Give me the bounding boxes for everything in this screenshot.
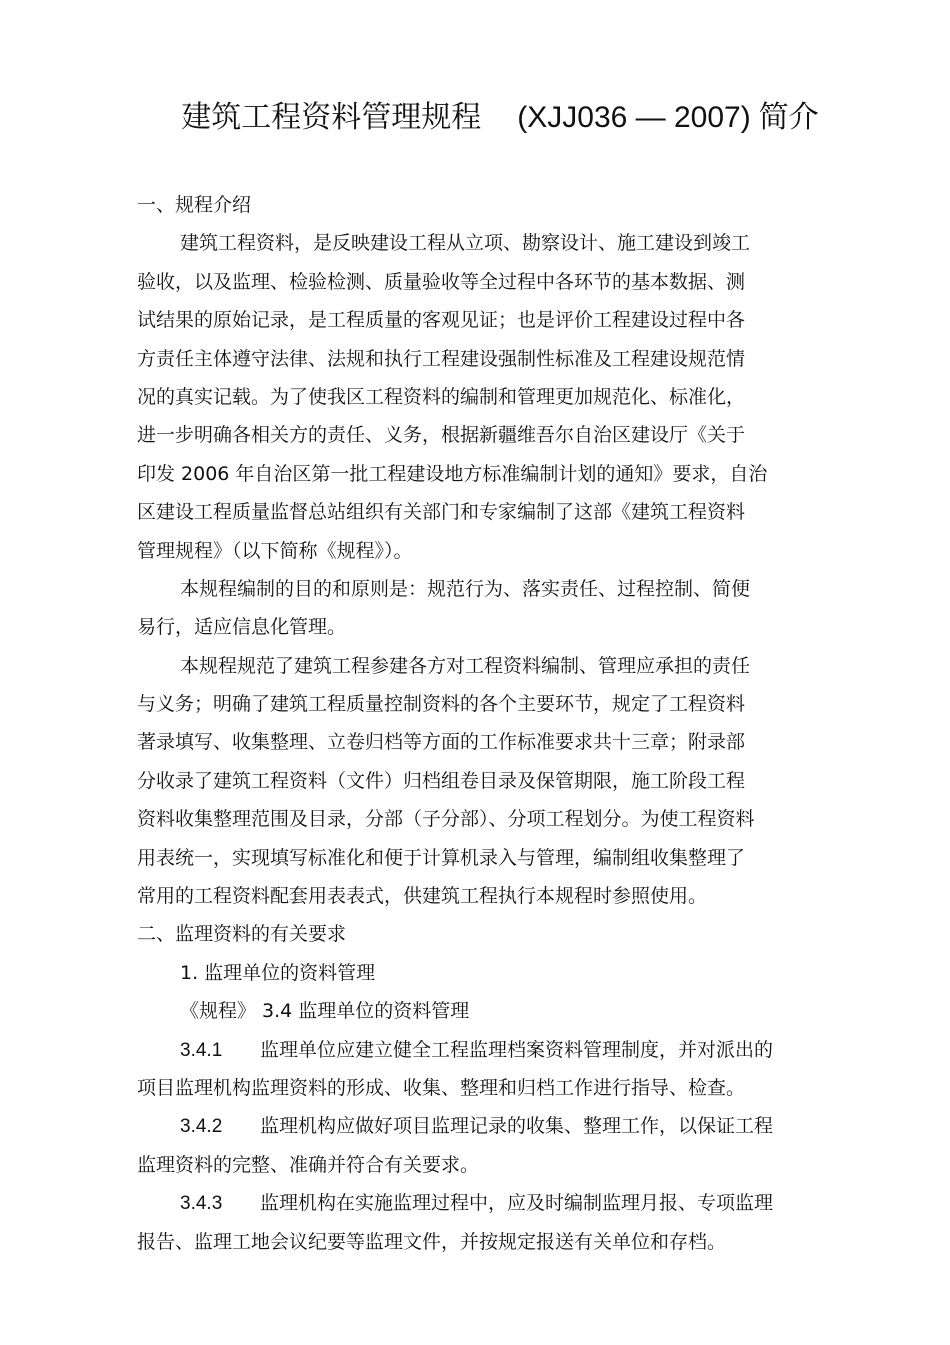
paragraph-line: 区建设工程质量监督总站组织有关部门和专家编制了这部《建筑工程资料	[137, 501, 746, 524]
subsection-heading: 1. 监理单位的资料管理	[180, 961, 376, 984]
clause-text: 监理机构应做好项目监理记录的收集、整理工作，以保证工程	[260, 1115, 774, 1138]
paragraph-line: 易行，适应信息化管理。	[137, 616, 347, 639]
document-body	[137, 186, 843, 1261]
paragraph-line: 报告、监理工地会议纪要等监理文件，并按规定报送有关单位和存档。	[137, 1230, 727, 1253]
paragraph-line: 常用的工程资料配套用表表式，供建筑工程执行本规程时参照使用。	[137, 885, 708, 908]
clause-3-4-1-line	[137, 1031, 843, 1069]
clause-number: 3.4.3	[180, 1193, 223, 1215]
paragraph-line: 进一步明确各相关方的责任、义务，根据新疆维吾尔自治区建设厅《关于	[137, 424, 746, 447]
paragraph-line: 建筑工程资料，是反映建设工程从立项、勘察设计、施工建设到竣工	[180, 232, 751, 255]
clause-3-4-2-line	[137, 1107, 843, 1145]
paragraph-line: 验收，以及监理、检验检测、质量验收等全过程中各环节的基本数据、测	[137, 270, 746, 293]
paragraph-line: 著录填写、收集整理、立卷归档等方面的工作标准要求共十三章；附录部	[137, 731, 746, 754]
paragraph-line: 用表统一，实现填写标准化和便于计算机录入与管理，编制组收集整理了	[137, 846, 746, 869]
paragraph-line: 本规程规范了建筑工程参建各方对工程资料编制、管理应承担的责任	[180, 654, 751, 677]
section-heading-1: 一、规程介绍	[137, 194, 252, 216]
paragraph-line: 本规程编制的目的和原则是：规范行为、落实责任、过程控制、简便	[180, 577, 751, 600]
section-heading-2: 二、监理资料的有关要求	[137, 923, 347, 946]
clause-number: 3.4.1	[180, 1039, 223, 1061]
clause-number: 3.4.2	[180, 1116, 223, 1138]
paragraph-line: 印发 2006 年自治区第一批工程建设地方标准编制计划的通知》要求，自治	[137, 462, 768, 485]
paragraph-line: 管理规程》（以下简称《规程》）。	[137, 539, 413, 562]
title-code: (XJJ036 — 2007)	[517, 101, 751, 134]
paragraph-line: 试结果的原始记录，是工程质量的客观见证；也是评价工程建设过程中各	[137, 309, 746, 332]
clause-text: 监理机构在实施监理过程中，应及时编制监理月报、专项监理	[260, 1192, 774, 1215]
clause-3-4-3-line	[137, 1184, 843, 1222]
regulation-reference: 《规程》 3.4 监理单位的资料管理	[180, 1000, 470, 1023]
paragraph-line: 况的真实记载。为了使我区工程资料的编制和管理更加规范化、标准化，	[137, 385, 746, 408]
paragraph-line: 监理资料的完整、准确并符合有关要求。	[137, 1153, 480, 1176]
title-main: 建筑工程资料管理规程	[181, 100, 482, 135]
title-suffix: 简介	[758, 100, 819, 135]
clause-text: 监理单位应建立健全工程监理档案资料管理制度，并对派出的	[260, 1038, 774, 1061]
paragraph-line: 资料收集整理范围及目录，分部（子分部）、分项工程划分。为使工程资料	[137, 808, 755, 831]
paragraph-line: 与义务；明确了建筑工程质量控制资料的各个主要环节，规定了工程资料	[137, 693, 746, 716]
document-title	[120, 96, 880, 140]
paragraph-line: 分收录了建筑工程资料（文件）归档组卷目录及保管期限，施工阶段工程	[137, 769, 746, 792]
paragraph-line: 方责任主体遵守法律、法规和执行工程建设强制性标准及工程建设规范情	[137, 347, 746, 370]
paragraph-line: 项目监理机构监理资料的形成、收集、整理和归档工作进行指导、检查。	[137, 1076, 746, 1099]
